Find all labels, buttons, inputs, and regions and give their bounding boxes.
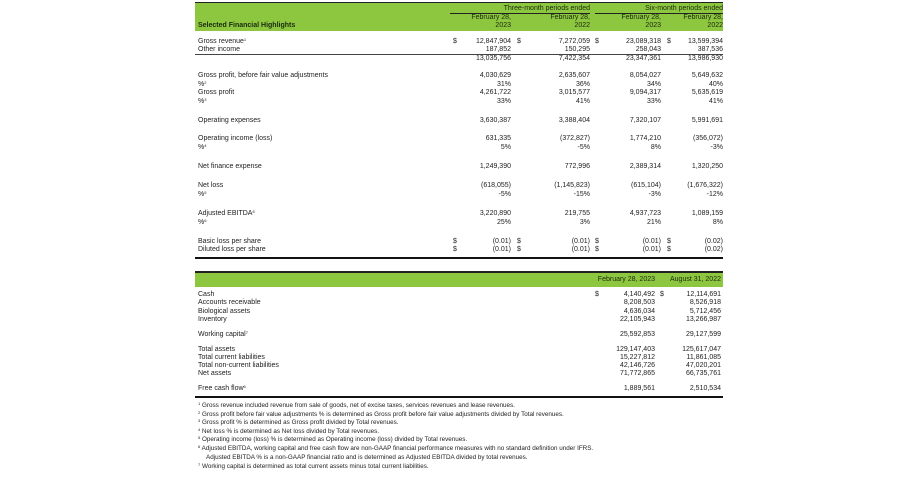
cell-value: (0.02) [704, 238, 723, 245]
currency-symbol: $ [660, 291, 664, 298]
cell-value: 25,592,853 [619, 331, 655, 338]
table-row [195, 89, 723, 97]
column-header-line: 2023 [495, 22, 511, 29]
footnote [198, 402, 723, 411]
column-header-line: 2022 [707, 22, 723, 29]
cell-value: 29,127,599 [685, 331, 721, 338]
footnote-ref: 6 [243, 384, 246, 389]
footnote-mark: 5 [198, 435, 201, 441]
cell-value: 3,630,387 [479, 117, 511, 124]
currency-symbol: $ [517, 246, 521, 253]
section-divider [195, 396, 723, 398]
cell-value: 3,015,577 [558, 89, 590, 96]
cell-value: -3% [710, 144, 723, 151]
table-row [195, 191, 723, 199]
currency-symbol: $ [453, 38, 457, 45]
row-label: Inventory [198, 316, 227, 323]
section2-header [195, 271, 723, 287]
currency-symbol: $ [453, 238, 457, 245]
currency-symbol: $ [595, 291, 599, 298]
footnote-ref: 5 [204, 190, 207, 195]
footnote-text: Adjusted EBITDA, working capital and free cash flow are non-GAAP financial performance measures with no standard definition under IFRS. [201, 444, 594, 452]
row-label-text: % [198, 191, 205, 198]
cell-value: -15% [573, 191, 590, 198]
currency-symbol: $ [595, 246, 599, 253]
cell-value: 4,140,492 [623, 291, 655, 298]
row-label: Net assets [198, 370, 232, 377]
cell-value: 3% [579, 219, 590, 226]
cell-value: 3,388,404 [558, 117, 590, 124]
footnote-ref: 3 [204, 97, 207, 102]
currency-symbol: $ [667, 246, 671, 253]
footnote-text: Gross profit before fair value adjustments % is determined as Gross profit before fair value adjustments divided by Total revenues. [201, 410, 564, 418]
cell-value: 40% [708, 81, 723, 88]
cell-value: 33% [496, 98, 511, 105]
cell-value: 4,030,629 [479, 72, 511, 79]
cell-value: 71,772,865 [619, 370, 655, 377]
column-header-line: 2023 [645, 22, 661, 29]
cell-value: 12,847,904 [475, 38, 511, 45]
cell-value: 8% [650, 144, 661, 151]
cell-value: 129,147,403 [616, 346, 655, 353]
footnote [198, 445, 638, 453]
row-label: Biological assets [198, 308, 251, 315]
table-row-subtotal [195, 55, 723, 63]
currency-symbol: $ [517, 238, 521, 245]
table-row [195, 38, 723, 46]
cell-value: 8,054,027 [629, 72, 661, 79]
row-label-text: Gross revenue [198, 38, 244, 45]
cell-value: 11,861,085 [686, 354, 721, 361]
footnote-ref: 2 [204, 80, 207, 85]
group-six-month: Six-month periods ended [645, 5, 723, 12]
row-label: Net loss [198, 182, 224, 189]
cell-value: (0.01) [492, 238, 511, 245]
cell-value: 1,089,159 [691, 210, 723, 217]
footnote-text: Operating income (loss) % is determined as Operating income (loss) divided by Total revenues. [201, 436, 468, 444]
footnotes [198, 402, 723, 471]
row-label [198, 144, 206, 152]
cell-value: 13,599,394 [687, 38, 723, 45]
footnote-mark: 7 [198, 461, 201, 467]
cell-value: 5,649,632 [691, 72, 723, 79]
row-label [198, 210, 255, 218]
cell-value: 5,991,691 [691, 117, 723, 124]
footnote-mark: 2 [198, 409, 201, 415]
footnote [198, 454, 723, 463]
cell-value: (372,827) [560, 135, 590, 142]
cell-value: 150,295 [564, 46, 590, 53]
cell-value: 125,617,047 [682, 346, 721, 353]
table-row [195, 246, 723, 254]
table-row [195, 299, 723, 307]
column-header-line: February 28, [471, 14, 511, 21]
cell-value: 7,422,354 [558, 55, 590, 62]
cell-value: (0.01) [642, 246, 661, 253]
column-header: August 31, 2022 [670, 276, 721, 283]
section-divider [195, 257, 723, 259]
table-row [195, 362, 723, 370]
currency-symbol: $ [453, 246, 457, 253]
table-row [195, 291, 723, 299]
cell-value: (1,145,823) [554, 182, 590, 189]
cell-value: 21% [646, 219, 661, 226]
table-row [195, 354, 723, 362]
cell-value: 13,035,756 [475, 55, 511, 62]
cell-value: 22,105,943 [619, 316, 655, 323]
row-label-text: Free cash flow [198, 385, 244, 392]
cell-value: 8,208,503 [623, 299, 655, 306]
row-label: Gross profit, before fair value adjustments [198, 72, 328, 79]
row-label [198, 331, 248, 339]
cell-value: 5% [500, 144, 511, 151]
cell-value: 7,272,059 [558, 38, 590, 45]
row-label: Basic loss per share [198, 238, 262, 245]
footnote-ref: 4 [204, 143, 207, 148]
table-row [195, 219, 723, 227]
group-three-month: Three-month periods ended [503, 5, 590, 12]
cell-value: (0.02) [704, 246, 723, 253]
cell-value: 1,249,390 [479, 163, 511, 170]
row-label [198, 81, 206, 89]
footnote-text: Net loss % is determined as Net loss divided by Total revenues. [201, 427, 379, 435]
column-header [530, 14, 590, 30]
table-row [195, 331, 723, 339]
table-row [195, 316, 723, 324]
footnote [198, 411, 723, 420]
row-label-text: % [198, 98, 205, 105]
table-row [195, 385, 723, 393]
cell-value: 2,389,314 [629, 163, 661, 170]
footnote-mark: 3 [198, 418, 201, 424]
cell-value: (1,676,322) [687, 182, 723, 189]
section-title: Selected Financial Highlights [198, 22, 296, 29]
column-header: February 28, 2023 [597, 276, 655, 283]
table-row [195, 346, 723, 354]
currency-symbol: $ [667, 238, 671, 245]
column-header-line: 2022 [574, 22, 590, 29]
footnote-ref: 7 [245, 330, 248, 335]
column-header [455, 14, 511, 30]
footnote-ref: 1 [243, 37, 247, 42]
row-label: Total current liabilities [198, 354, 265, 361]
cell-value: 772,996 [564, 163, 590, 170]
table-row [195, 370, 723, 378]
row-label [198, 219, 206, 227]
footnote-text: Adjusted EBITDA % is a non-GAAP financial ratio and is determined as Adjusted EBITDA divided by total revenues. [206, 453, 528, 461]
currency-symbol: $ [517, 38, 521, 45]
footnote [198, 419, 723, 428]
section1-header [195, 2, 723, 31]
currency-symbol: $ [595, 38, 599, 45]
table-row [195, 210, 723, 218]
row-label: Net finance expense [198, 163, 262, 170]
row-label: Gross profit [198, 89, 235, 96]
column-header [605, 14, 661, 30]
cell-value: 631,335 [485, 135, 511, 142]
table-row [195, 98, 723, 106]
cell-value: (0.01) [642, 238, 661, 245]
cell-value: -12% [706, 191, 723, 198]
row-label [198, 191, 206, 199]
cell-value: -5% [577, 144, 590, 151]
cell-value: 2,635,607 [558, 72, 590, 79]
footnote-ref: 6 [252, 209, 255, 214]
cell-value: 387,536 [697, 46, 723, 53]
cell-value: -5% [498, 191, 511, 198]
row-label: Operating income (loss) [198, 135, 273, 142]
table-row [195, 81, 723, 89]
cell-value: (0.01) [571, 238, 590, 245]
row-label: Cash [198, 291, 215, 298]
table-row [195, 163, 723, 171]
cell-value: 13,266,987 [685, 316, 721, 323]
table-row [195, 135, 723, 143]
cell-value: -3% [648, 191, 661, 198]
cell-value: 8,526,918 [689, 299, 721, 306]
row-label-text: % [198, 81, 205, 88]
cell-value: 9,094,317 [629, 89, 661, 96]
cell-value: (0.01) [492, 246, 511, 253]
row-label: Total non-current liabilities [198, 362, 279, 369]
row-label-text: % [198, 219, 205, 226]
cell-value: (615,104) [631, 182, 661, 189]
row-label [198, 98, 206, 106]
table-row [195, 308, 723, 316]
cell-value: 25% [496, 219, 511, 226]
footnote-text: Working capital is determined as total current assets minus total current liabilities. [201, 462, 429, 470]
column-header-line: February 28, [550, 14, 590, 21]
cell-value: 23,347,361 [625, 55, 661, 62]
row-label [198, 38, 246, 46]
cell-value: 8% [712, 219, 723, 226]
table-row [195, 46, 723, 54]
column-header-line: February 28, [621, 14, 661, 21]
cell-value: 4,636,034 [623, 308, 655, 315]
table-row [195, 117, 723, 125]
cell-value: 7,320,107 [629, 117, 661, 124]
footnote-ref: 6 [204, 218, 207, 223]
cell-value: 12,114,691 [686, 291, 721, 298]
cell-value: 258,043 [635, 46, 661, 53]
currency-symbol: $ [595, 238, 599, 245]
cell-value: 41% [575, 98, 590, 105]
row-label: Other income [198, 46, 241, 53]
cell-value: 31% [496, 81, 511, 88]
cell-value: 1,774,210 [629, 135, 661, 142]
currency-symbol: $ [667, 38, 671, 45]
cell-value: 219,755 [564, 210, 590, 217]
footnote [198, 436, 723, 445]
row-label-text: Working capital [198, 331, 246, 338]
cell-value: 34% [646, 81, 661, 88]
footnote-mark: 4 [198, 426, 201, 432]
row-label: Accounts receivable [198, 299, 261, 306]
table-row [195, 182, 723, 190]
row-label-text: Adjusted EBITDA [198, 210, 253, 217]
cell-value: 47,020,201 [685, 362, 721, 369]
table-row [195, 144, 723, 152]
table-row [195, 72, 723, 80]
cell-value: (0.01) [571, 246, 590, 253]
cell-value: 36% [575, 81, 590, 88]
cell-value: 33% [646, 98, 661, 105]
row-label: Total assets [198, 346, 235, 353]
cell-value: 1,889,561 [623, 385, 655, 392]
row-label: Operating expenses [198, 117, 261, 124]
cell-value: 41% [708, 98, 723, 105]
row-label: Diluted loss per share [198, 246, 266, 253]
cell-value: (618,055) [481, 182, 511, 189]
cell-value: (356,072) [693, 135, 723, 142]
footnote-text: Gross profit % is determined as Gross profit divided by Total revenues. [201, 419, 399, 427]
footnote-mark: 6 [198, 443, 201, 449]
cell-value: 3,220,890 [479, 210, 511, 217]
row-label [198, 385, 246, 393]
column-header [665, 14, 723, 30]
table-row [195, 238, 723, 246]
column-header-line: February 28, [683, 14, 723, 21]
cell-value: 2,510,534 [689, 385, 721, 392]
cell-value: 5,712,456 [689, 308, 721, 315]
cell-value: 66,735,761 [685, 370, 721, 377]
footnote-text: Gross revenue included revenue from sale of goods, net of excise taxes, services revenues and lease revenues. [201, 402, 515, 409]
row-label-text: % [198, 144, 205, 151]
footnote [198, 463, 723, 472]
cell-value: 4,261,722 [479, 89, 511, 96]
cell-value: 15,227,812 [619, 354, 655, 361]
cell-value: 1,320,250 [691, 163, 723, 170]
cell-value: 5,635,619 [691, 89, 723, 96]
cell-value: 13,986,930 [687, 55, 723, 62]
cell-value: 42,146,726 [619, 362, 655, 369]
cell-value: 187,852 [485, 46, 511, 53]
cell-value: 23,089,318 [625, 38, 661, 45]
cell-value: 4,937,723 [629, 210, 661, 217]
footnote-mark: 1 [198, 401, 201, 406]
